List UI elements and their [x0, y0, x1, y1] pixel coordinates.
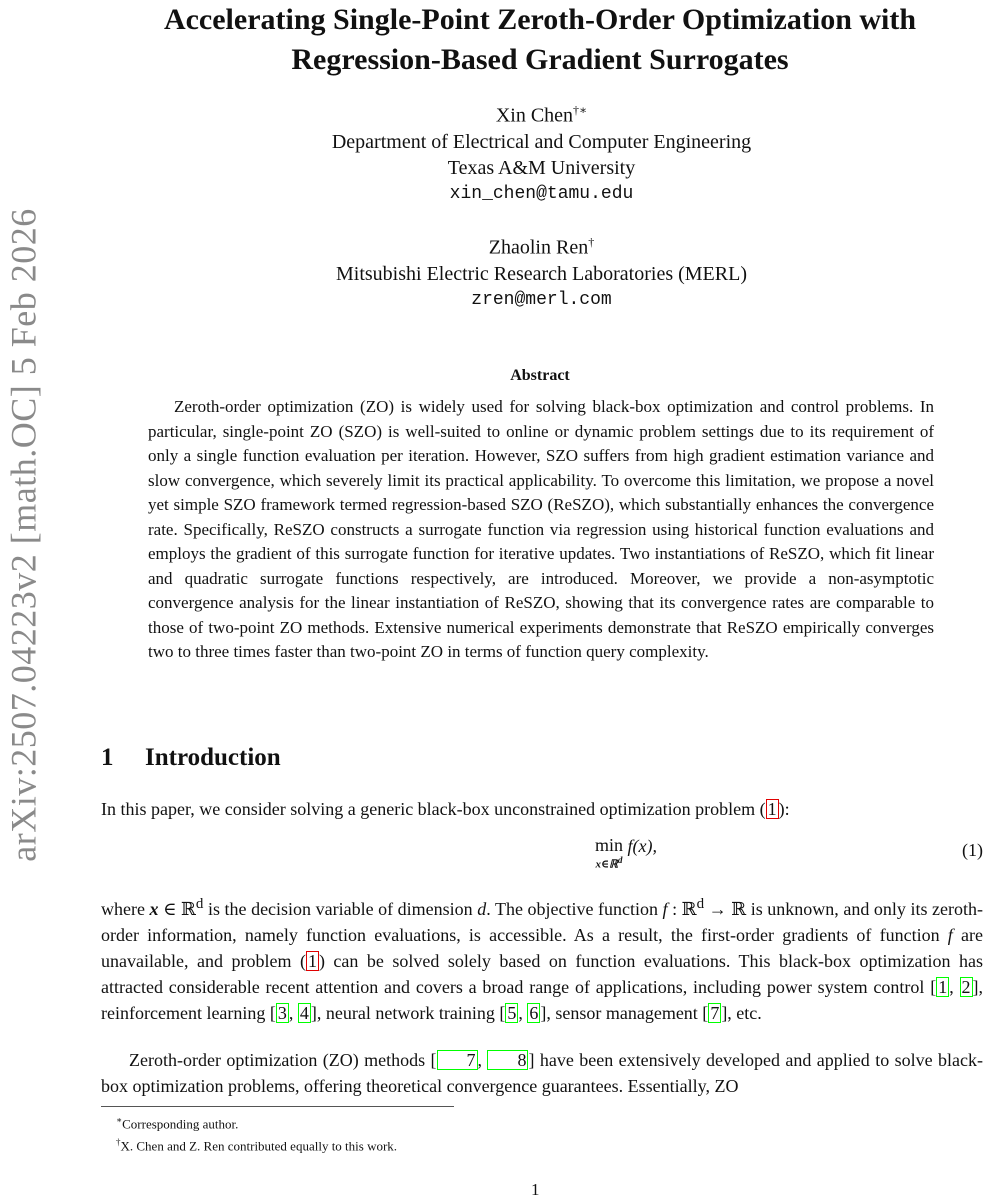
footnote-divider — [101, 1106, 454, 1107]
author-email[interactable]: zren@merl.com — [471, 289, 612, 310]
equation-reference-link[interactable]: 1 — [767, 799, 777, 819]
footnote-item: ∗Corresponding author. — [116, 1115, 239, 1132]
section-heading-introduction — [101, 744, 281, 772]
paper-title: Accelerating Single-Point Zeroth-Order Optimization with Regression-Based Gradient Surrogates — [163, 3, 917, 76]
footnote-item: †X. Chen and Z. Ren contributed equally to this work. — [116, 1137, 398, 1154]
affiliation: Department of Electrical and Computer Engineering — [331, 130, 752, 153]
citation-link[interactable]: 3 — [277, 1003, 287, 1023]
citation-link[interactable]: 5 — [507, 1003, 517, 1023]
intro-paragraph-3: Zeroth-order optimization (ZO) methods [ 7 , 8 ] have been extensively developed and applied to solve black-box optimization problems, offering theoretical convergence guarantees. Essentially, ZO — [101, 1050, 983, 1096]
intro-paragraph-1: In this paper, we consider solving a generic black-box unconstrained optimization problem ( 1 ): — [101, 799, 790, 819]
intro-paragraph-2: where x ∈ ℝ$^d$ is the decision variable of dimension d. The objective function f : ℝ$^d$ → ℝ is unknown, and only its zeroth-order information, namely function evaluations, is accessible. As a result, the first-order gradients of function f are unavailable, and problem ( 1 ) can be solved solely based on function evaluations. This black-box optimization has attracted considerable recent attention and covers a broad range of applications, including power system control [ 1 , 2 ], reinforcement learning [ 3 , 4 ], neural network training [ 5 , 6 ], sensor management [ 7 ], etc. — [101, 896, 983, 1023]
citation-link[interactable]: 8 — [487, 1050, 528, 1070]
author-name: Xin Chen — [495, 104, 574, 127]
section-title: Introduction — [145, 744, 281, 771]
abstract-heading: Abstract — [510, 367, 570, 384]
author-1 — [200, 97, 883, 207]
equation-expression: min x∈ℝ$^d$ f(x), — [595, 835, 657, 871]
citation-link[interactable]: 2 — [961, 977, 971, 997]
author-name: Zhaolin Ren — [488, 236, 589, 259]
author-2 — [200, 229, 883, 313]
author-marks: †∗ — [573, 103, 588, 117]
author-marks: † — [588, 235, 595, 249]
page-number: 1 — [531, 1180, 540, 1199]
equation-reference-link[interactable]: 1 — [307, 951, 317, 971]
abstract-text: Zeroth-order optimization (ZO) is widely used for solving black-box optimization and control problems. In particular, single-point ZO (SZO) is well-suited to online or dynamic problem settings due to its requirement of only a single function evaluation per iteration. However, SZO suffers from high gradient estimation variance and slow convergence, which severely limit its practical applicability. To overcome this limitation, we propose a novel yet simple SZO framework termed regression-based SZO (ReSZO), which substantially enhances the convergence rate. Specifically, ReSZO constructs a surrogate function via regression using historical function evaluations and employs the gradient of this surrogate function for iterative updates. Two instantiations of ReSZO, which fit linear and quadratic surrogate functions respectively, are introduced. Moreover, we provide a non-asymptotic convergence analysis for the linear instantiation of ReSZO, showing that its convergence rates are comparable to those of two-point ZO methods. Extensive numerical experiments demonstrate that ReSZO empirically converges two to three times faster than two-point ZO in terms of function query complexity. — [148, 397, 934, 661]
affiliation: Texas A&M University — [447, 156, 636, 179]
author-email[interactable]: xin_chen@tamu.edu — [449, 183, 634, 204]
citation-link[interactable]: 1 — [938, 977, 948, 997]
citation-link[interactable]: 7 — [437, 1050, 478, 1070]
footnotes — [116, 1111, 397, 1156]
citation-link[interactable]: 4 — [299, 1003, 309, 1023]
equation-number: (1) — [962, 840, 983, 860]
citation-link[interactable]: 7 — [710, 1003, 720, 1023]
equation-1 — [101, 836, 983, 872]
affiliation: Mitsubishi Electric Research Laboratories (MERL) — [336, 262, 747, 285]
citation-link[interactable]: 6 — [529, 1003, 539, 1023]
section-number: 1 — [101, 744, 114, 771]
arxiv-identifier-stamp: arXiv:2507.04223v2 [math.OC] 5 Feb 2026 — [4, 208, 44, 862]
